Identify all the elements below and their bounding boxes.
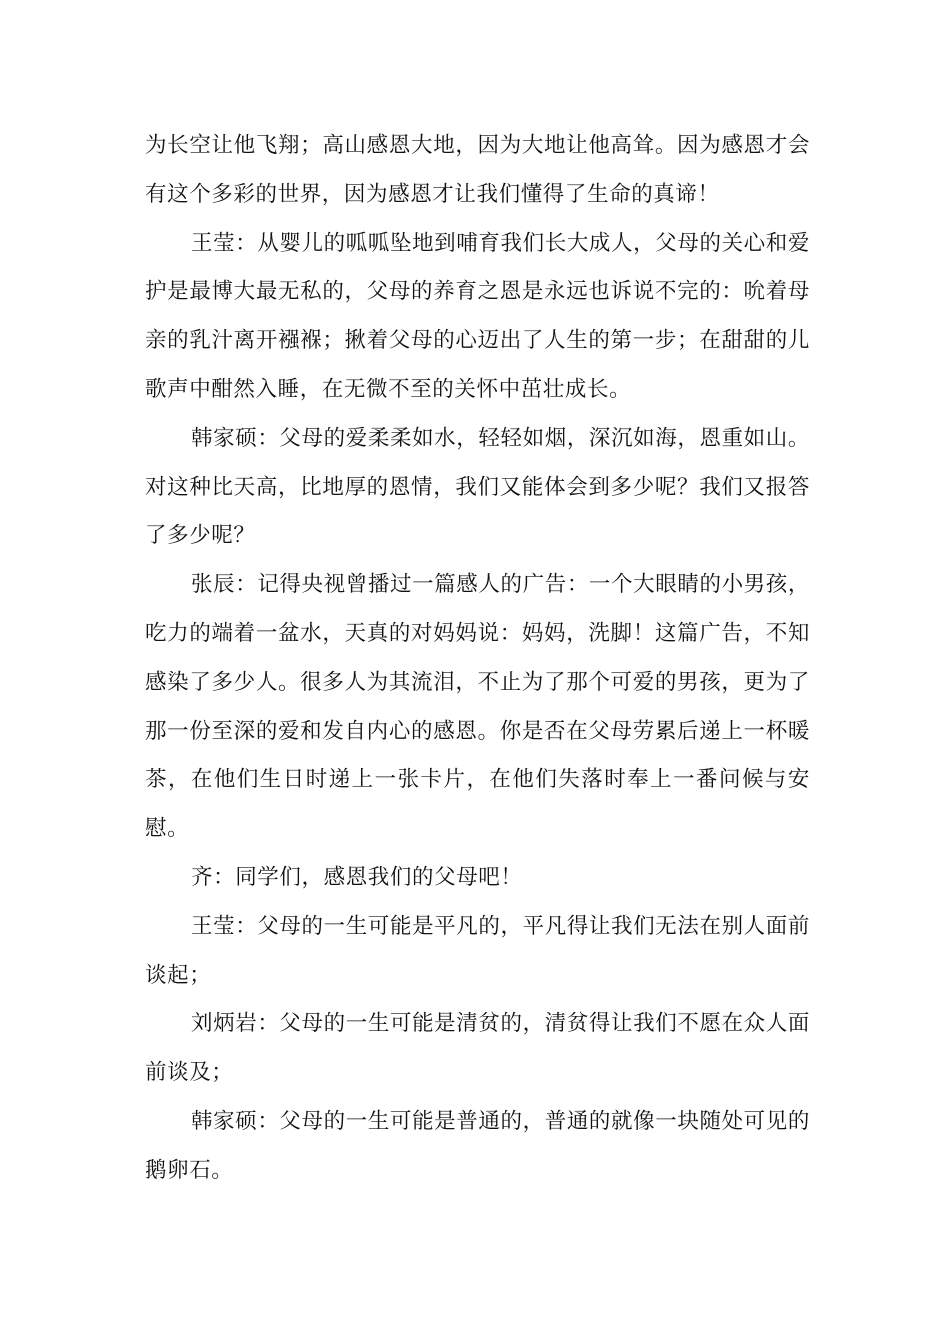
paragraph-8: 韩家硕：父母的一生可能是普通的，普通的就像一块随处可见的鹅卵石。 — [145, 1108, 810, 1183]
paragraph-1: 为长空让他飞翔；高山感恩大地，因为大地让他高耸。因为感恩才会有这个多彩的世界，因为感恩才让我们懂得了生命的真谛！ — [145, 133, 810, 207]
document-page — [145, 122, 810, 1196]
paragraph-6: 王莹：父母的一生可能是平凡的，平凡得让我们无法在别人面前谈起； — [145, 913, 810, 988]
paragraph-4: 张辰：记得央视曾播过一篇感人的广告：一个大眼睛的小男孩，吃力的端着一盆水，天真的对妈妈说：妈妈，洗脚！这篇广告，不知感染了多少人。很多人为其流泪，不止为了那个可爱的男孩，更为了那一份至深的爱和发自内心的感恩。你是否在父母劳累后递上一杯暖茶，在他们生日时递上一张卡片，在他们失落时奉上一番问候与安慰。 — [145, 572, 810, 842]
paragraph-7: 刘炳岩：父母的一生可能是清贫的，清贫得让我们不愿在众人面前谈及； — [145, 1011, 810, 1086]
paragraph-3: 韩家硕：父母的爱柔柔如水，轻轻如烟，深沉如海，恩重如山。对这种比天高，比地厚的恩情，我们又能体会到多少呢？我们又报答了多少呢？ — [145, 425, 810, 549]
paragraph-5: 齐：同学们，感恩我们的父母吧！ — [191, 864, 523, 890]
paragraph-2: 王莹：从婴儿的呱呱坠地到哺育我们长大成人，父母的关心和爱护是最博大最无私的，父母的养育之恩是永远也诉说不完的：吮着母亲的乳汁离开襁褓；揪着父母的心迈出了人生的第一步；在甜甜的儿歌声中酣然入睡，在无微不至的关怀中茁壮成长。 — [145, 230, 810, 402]
